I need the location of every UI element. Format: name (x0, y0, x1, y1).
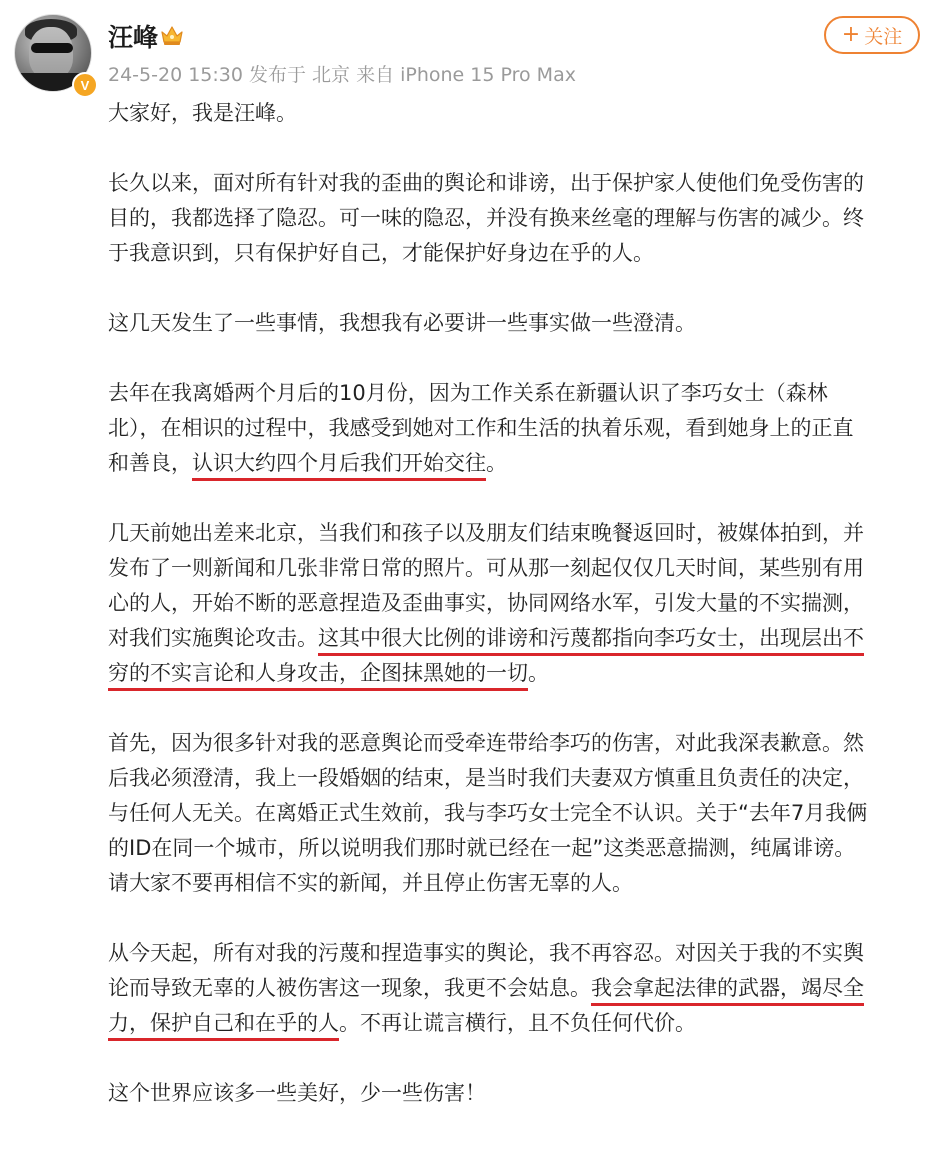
paragraph-closing (108, 1076, 923, 1111)
post-body (108, 96, 923, 1146)
text-line: 首先，因为很多针对我的恶意舆论而受牵连带给李巧的伤害，对此我深表歉意。然 (108, 731, 864, 755)
text-segment: 对我们实施舆论攻击。 (108, 626, 318, 650)
text-line: 大家好，我是汪峰。 (108, 101, 297, 125)
text-line: 这几天发生了一些事情，我想我有必要讲一些事实做一些澄清。 (108, 311, 696, 335)
plus-icon: + (841, 22, 861, 47)
text-line (108, 1006, 923, 1041)
text-line: 去年在我离婚两个月后的10月份，因为工作关系在新疆认识了李巧女士（森林 (108, 381, 828, 405)
avatar-glasses (31, 43, 73, 53)
underlined-text: 认识大约四个月后我们开始交往 (192, 451, 486, 475)
follow-label: 关注 (864, 25, 903, 48)
text-line: 目的，我都选择了隐忍。可一味的隐忍，并没有换来丝毫的理解与伤害的减少。终 (108, 206, 864, 230)
text-line: 发布了一则新闻和几张非常日常的照片。可从那一刻起仅仅几天时间，某些别有用 (108, 556, 864, 580)
paragraph-greeting (108, 96, 923, 131)
text-line (108, 656, 923, 691)
text-line (108, 621, 923, 656)
avatar-container[interactable] (14, 14, 94, 94)
text-line: 与任何人无关。在离婚正式生效前，我与李巧女士完全不认识。关于“去年7月我俩 (108, 801, 868, 825)
text-line: 几天前她出差来北京，当我们和孩子以及朋友们结束晚餐返回时，被媒体拍到，并 (108, 521, 864, 545)
text-line: 这个世界应该多一些美好，少一些伤害！ (108, 1081, 486, 1105)
underlined-text: 我会拿起法律的武器，竭尽全 (591, 976, 864, 1000)
text-line: 从今天起，所有对我的污蔑和捏造事实的舆论，我不再容忍。对因关于我的不实舆 (108, 941, 864, 965)
username[interactable]: 汪峰 (108, 23, 159, 52)
underlined-text: 力，保护自己和在乎的人 (108, 1011, 339, 1035)
paragraph-background (108, 166, 923, 271)
paragraph-incident (108, 516, 923, 691)
text-segment: 。不再让谎言横行，且不负任何代价。 (339, 1011, 696, 1035)
text-segment: 和善良， (108, 451, 192, 475)
paragraph-intro (108, 306, 923, 341)
text-segment: 论而导致无辜的人被伤害这一现象，我更不会姑息。 (108, 976, 591, 1000)
text-segment: 。 (486, 451, 507, 475)
avatar-face (29, 27, 73, 79)
paragraph-meeting (108, 376, 923, 481)
text-line: 长久以来，面对所有针对我的歪曲的舆论和诽谤，出于保护家人使他们免受伤害的 (108, 171, 864, 195)
text-line: 的ID在同一个城市，所以说明我们那时就已经在一起”这类恶意揣测，纯属诽谤。 (108, 836, 856, 860)
paragraph-statement (108, 936, 923, 1041)
text-line (108, 446, 923, 481)
text-line (108, 971, 923, 1006)
text-line: 后我必须澄清，我上一段婚姻的结束，是当时我们夫妻双方慎重且负责任的决定， (108, 766, 864, 790)
post-header (0, 0, 946, 100)
text-line: 北），在相识的过程中，我感受到她对工作和生活的执着乐观，看到她身上的正直 (108, 416, 854, 440)
verified-badge-icon: V (72, 72, 98, 98)
post-meta: 24-5-20 15:30 发布于 北京 来自 iPhone 15 Pro Max (108, 64, 576, 86)
text-line: 于我意识到，只有保护好自己，才能保护好身边在乎的人。 (108, 241, 654, 265)
text-line: 请大家不要再相信不实的新闻，并且停止伤害无辜的人。 (108, 871, 633, 895)
underlined-text: 这其中很大比例的诽谤和污蔑都指向李巧女士，出现层出不 (318, 626, 864, 650)
crown-icon[interactable] (160, 24, 184, 46)
paragraph-clarification (108, 726, 923, 901)
text-segment: 。 (528, 661, 549, 685)
underlined-text: 穷的不实言论和人身攻击，企图抹黑她的一切 (108, 661, 528, 685)
text-line: 心的人，开始不断的恶意捏造及歪曲事实，协同网络水军，引发大量的不实揣测， (108, 591, 864, 615)
follow-button[interactable] (824, 16, 920, 54)
